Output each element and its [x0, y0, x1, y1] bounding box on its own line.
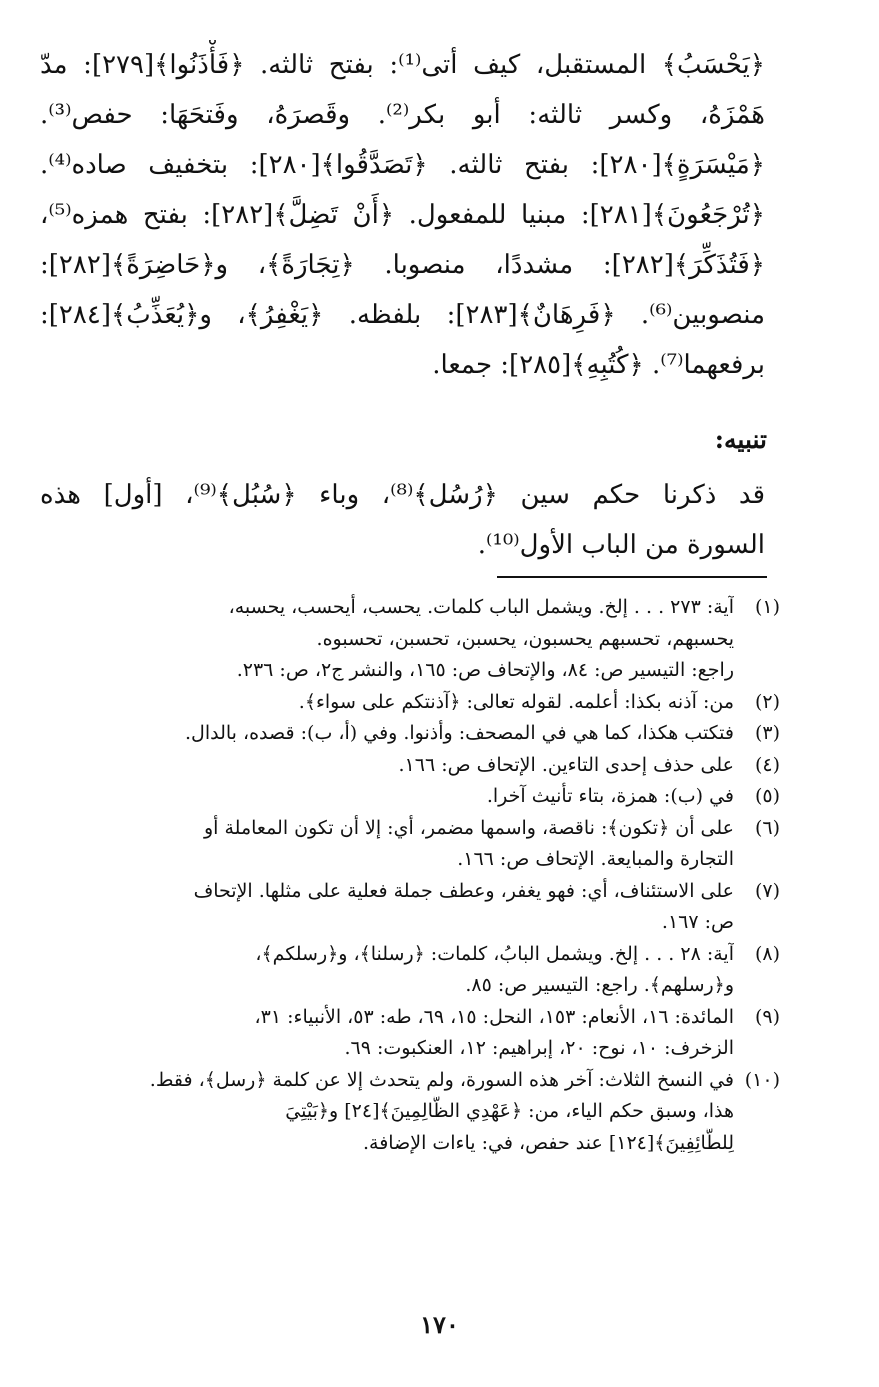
footnote-line: على الاستئناف، أي: فهو يغفر، وعطف جملة فعلية على مثلها. الإتحاف — [193, 879, 734, 902]
text-line: ﴿تُرْجَعُونَ﴾[٢٨١]: مبنيا للمفعول. ﴿أَنْ تَضِلَّ﴾[٢٨٢]: بفتح همزه⁽⁵⁾، — [40, 200, 765, 230]
footnote-line: في النسخ الثلاث: آخر هذه السورة، ولم يتحدث إلا عن كلمة ﴿رسل﴾، فقط. — [149, 1068, 734, 1091]
footnote-line: راجع: التيسير ص: ٨٤، والإتحاف ص: ١٦٥، والنشر ج٢، ص: ٢٣٦. — [236, 659, 734, 681]
footnote — [40, 876, 780, 939]
footnote-text — [40, 687, 734, 719]
footnote-number: (١) — [754, 596, 780, 618]
footnotes — [40, 592, 780, 1159]
footnote-text — [40, 592, 734, 687]
footnote-line: آية: ٢٧٣ . . . إلخ. ويشمل الباب كلمات. يحسب، أيحسب، يحسبه، — [228, 596, 734, 618]
footnote-number: (٥) — [754, 785, 780, 807]
footnote — [40, 687, 780, 719]
footnote-line: المائدة: ١٦، الأنعام: ١٥٣، النحل: ١٥، ٦٩، طه: ٥٣، الأنبياء: ٣١، — [254, 1005, 734, 1028]
footnote — [40, 750, 780, 782]
text-line: منصوبين⁽⁶⁾. ﴿فَرِهَانٌ﴾[٢٨٣]: بلفظه. ﴿يَغْفِرُ﴾، و﴿يُعَذِّبُ﴾[٢٨٤]: — [40, 300, 765, 330]
footnote-line: لِلطَّائِفِينَ﴾[١٢٤] عند حفص، في: ياءات الإضافة. — [363, 1131, 734, 1154]
footnote — [40, 813, 780, 876]
footnote-number: (٦) — [754, 816, 780, 839]
footnote — [40, 939, 780, 1002]
footnote-text — [40, 939, 734, 1002]
footnote-divider — [497, 576, 767, 578]
footnote — [40, 781, 780, 813]
text-line: ﴿يَحْسَبُ﴾ المستقبل، كيف أتى⁽¹⁾: بفتح ثالثه. ﴿فَأْذَنُوا﴾[٢٧٩]: مدّ — [40, 50, 765, 80]
main-text — [40, 40, 765, 390]
footnote-text — [40, 813, 734, 876]
footnote-line: و﴿رسلهم﴾. راجع: التيسير ص: ٨٥. — [465, 974, 734, 996]
section-heading: تنبيه: — [714, 425, 767, 454]
text-line: ﴿فَتُذَكِّرَ﴾[٢٨٢]: مشددًا، منصوبا. ﴿تِجَارَةً﴾، و﴿حَاضِرَةً﴾[٢٨٢]: — [40, 250, 765, 280]
footnote-line: التجارة والمبايعة. الإتحاف ص: ١٦٦. — [457, 848, 734, 870]
text-line: هَمْزَهُ، وكسر ثالثه: أبو بكر⁽²⁾. وقَصرَهُ، وفَتحَهَا: حفص⁽³⁾. — [40, 100, 765, 130]
footnote-line: فتكتب هكذا، كما هي في المصحف: وأذنوا. وفي (أ، ب): قصده، بالدال. — [184, 722, 734, 744]
footnote-text — [40, 1065, 734, 1160]
footnote — [40, 1002, 780, 1065]
footnote-text — [40, 781, 734, 813]
footnote-line: آية: ٢٨ . . . إلخ. ويشمل البابُ، كلمات: ﴿رسلنا﴾، و﴿رسلكم﴾، — [255, 942, 734, 965]
text-line: برفعهما⁽⁷⁾. ﴿كُتُبِهِ﴾[٢٨٥]: جمعا. — [432, 350, 765, 380]
page-number: ١٧٠ — [420, 1310, 459, 1339]
footnote-text — [40, 718, 734, 750]
text-line: قد ذكرنا حكم سين ﴿رُسُل﴾⁽⁸⁾، وباء ﴿سُبُل﴾⁽⁹⁾، [أول] هذه — [40, 480, 765, 510]
text-line: السورة من الباب الأول⁽¹⁰⁾. — [477, 530, 765, 560]
footnote-number: (٩) — [754, 1005, 780, 1028]
footnote-line: في (ب): همزة، بتاء تأنيث آخرا. — [486, 785, 734, 807]
notice-paragraph — [40, 470, 765, 570]
footnote-number: (٤) — [754, 753, 780, 776]
footnote-line: على حذف إحدى التاءين. الإتحاف ص: ١٦٦. — [398, 753, 734, 776]
footnote-text — [40, 876, 734, 939]
text-line: ﴿مَيْسَرَةٍ﴾[٢٨٠]: بفتح ثالثه. ﴿تَصَدَّقُوا﴾[٢٨٠]: بتخفيف صاده⁽⁴⁾. — [40, 150, 765, 180]
footnote — [40, 1065, 780, 1160]
footnote-text — [40, 1002, 734, 1065]
footnote-line: هذا، وسبق حكم الياء، من: ﴿عَهْدِي الظَّالِمِينَ﴾[٢٤] و﴿بَيْتِيَ — [285, 1100, 734, 1122]
footnote — [40, 718, 780, 750]
footnote-number: (١٠) — [744, 1068, 780, 1091]
footnote-line: ص: ١٦٧. — [661, 911, 734, 933]
footnote-number: (٢) — [754, 690, 780, 713]
footnote-number: (٣) — [754, 722, 780, 744]
footnote — [40, 592, 780, 687]
footnote-number: (٧) — [754, 879, 780, 902]
footnote-line: من: آذنه بكذا: أعلمه. لقوله تعالى: ﴿آذنتكم على سواء﴾. — [298, 690, 734, 713]
footnote-line: الزخرف: ١٠، نوح: ٢٠، إبراهيم: ١٢، العنكبوت: ٦٩. — [344, 1037, 734, 1059]
footnote-line: على أن ﴿تكون﴾: ناقصة، واسمها مضمر، أي: إلا أن تكون المعاملة أو — [203, 816, 734, 839]
footnote-text — [40, 750, 734, 782]
footnote-line: يحسبهم، تحسبهم يحسبون، يحسبن، تحسبن، تحسبوه. — [316, 627, 734, 650]
footnote-number: (٨) — [754, 942, 780, 965]
